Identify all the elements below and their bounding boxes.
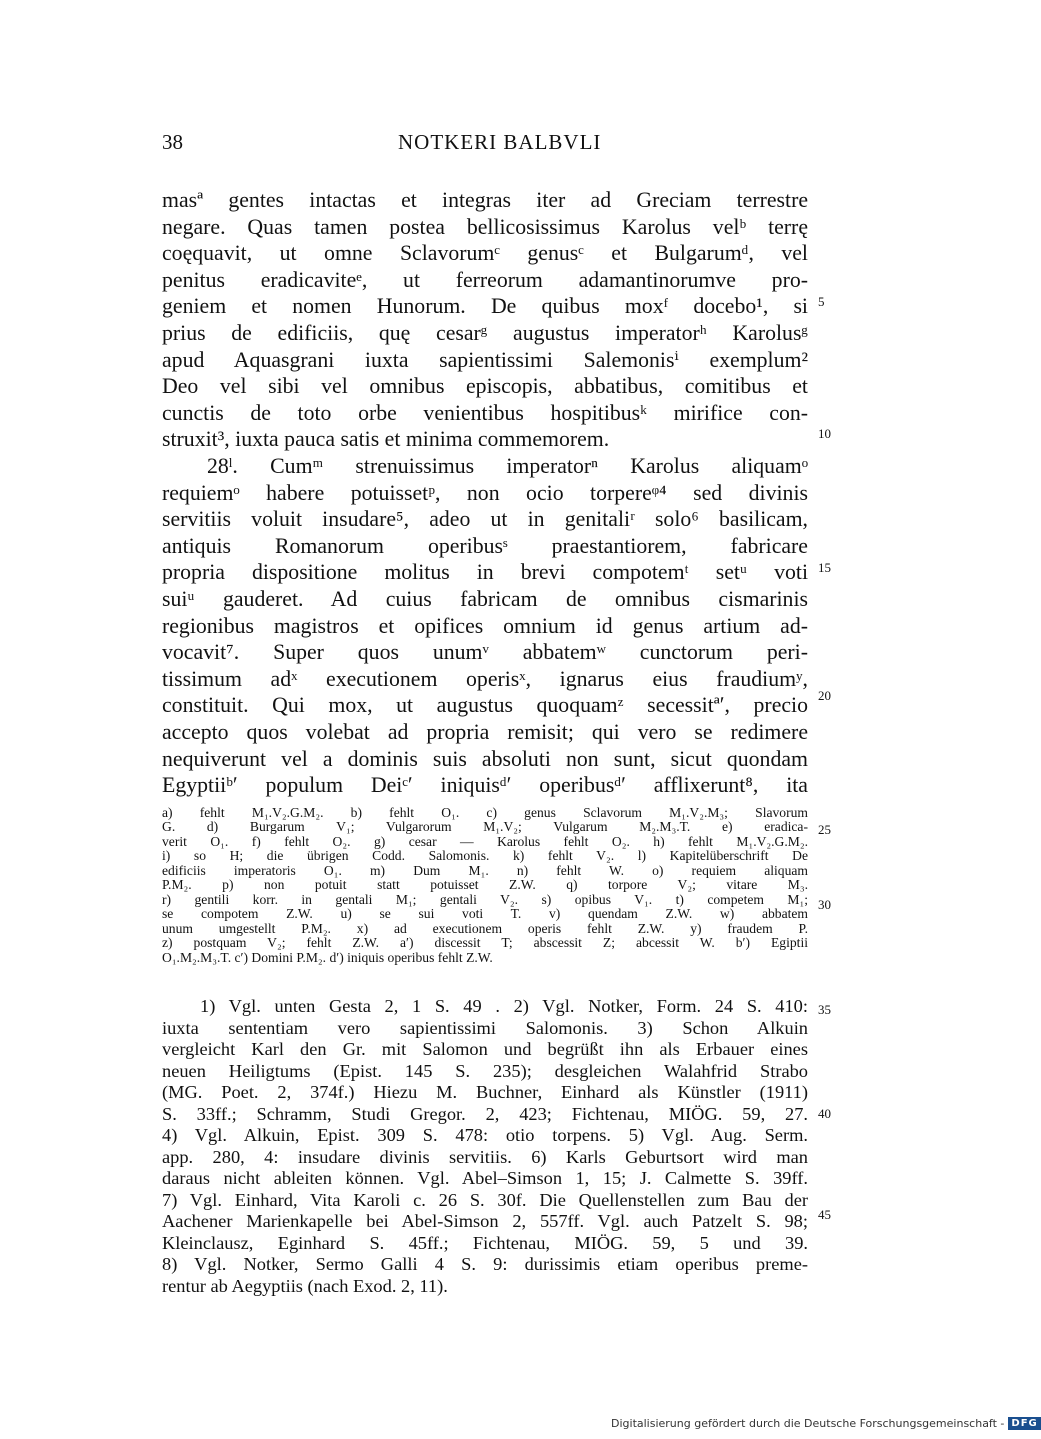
apparatus-line: unum umgestellt P.M₂. x) ad executionem operis fehlt Z.W. y) fraudem P. <box>162 920 808 936</box>
commentary-line: app. 280, 4: insudare divinis servitiis. 6) Karls Geburtsort wird man <box>162 1146 808 1167</box>
main-text <box>162 187 808 453</box>
commentary-line: vergleicht Karl den Gr. mit Salomon und begrüßt ihn als Erbauer eines <box>162 1039 808 1059</box>
main-line: prius de edificiis, quę cesarᵍ augustus imperatorʰ Karolusᵍ <box>162 320 808 345</box>
apparatus-line: r) gentili korr. in gentali M₁; gentali V₂. s) opibus V₁. t) competem M₁; <box>162 891 808 907</box>
apparatus-line: i) so H; die übrigen Codd. Salomonis. k) fehlt V₂. l) Kapitelüberschrift De <box>162 848 808 864</box>
margin-line-number: 10 <box>818 426 831 441</box>
margin-line-number: 25 <box>818 822 831 837</box>
apparatus-line: z) postquam V₂; fehlt Z.W. a′) discessit T; abscessit Z; abcessit W. b′) Egiptii <box>162 935 808 951</box>
digitization-footer <box>611 1417 1041 1430</box>
commentary-line: 7) Vgl. Einhard, Vita Karoli c. 26 S. 30f. Die Quellenstellen zum Bau der <box>162 1189 808 1210</box>
apparatus-line: edificiis imperatoris O₁. m) Dum M₁. n) fehlt W. o) requiem aliquam <box>162 862 808 878</box>
main-line: vocavit⁷. Super quos unumᵛ abbatemʷ cunctorum peri- <box>162 640 808 665</box>
commentary-line: neuen Heiligtums (Epist. 145 S. 235); desgleichen Walahfrid Strabo <box>162 1060 808 1081</box>
margin-line-number: 45 <box>818 1207 831 1222</box>
main-line: masª gentes intactas et integras iter ad Greciam terrestre <box>162 188 808 212</box>
chapter-28 <box>162 453 808 799</box>
apparatus-line: P.M₂. p) non potuit statt potuisset Z.W. q) torpore V₂; vitare M₃. <box>162 877 808 893</box>
main-line: accepto quos volebat ad propria remisit; qui vero se redimere <box>162 719 808 744</box>
main-line: 28ˡ. Cumᵐ strenuissimus imperatorⁿ Karolus aliquamᵒ <box>207 454 808 478</box>
apparatus-line: G. d) Burgarum V₁; Vulgarorum M₁.V₂; Vulgarum M₂.M₃.T. e) eradica- <box>162 819 808 835</box>
page-number: 38 <box>162 130 183 154</box>
commentary-line: 4) Vgl. Alkuin, Epist. 309 S. 478: otio torpens. 5) Vgl. Aug. Serm. <box>162 1125 808 1145</box>
main-line: constituit. Qui mox, ut augustus quoquamᶻ secessitªʹ, precio <box>162 693 808 718</box>
commentary-line: Aachener Marienkapelle bei Abel-Simson 2, 557ff. Vgl. auch Patzelt S. 98; <box>162 1211 808 1231</box>
main-line: cunctis de toto orbe venientibus hospitibusᵏ mirifice con- <box>162 400 808 425</box>
commentary-line: daraus nicht ableiten können. Vgl. Abel–Simson 1, 15; J. Calmette S. 39ff. <box>162 1168 808 1188</box>
dfg-logo: DFG <box>1008 1417 1040 1430</box>
main-line: negare. Quas tamen postea bellicosissimus Karolus velᵇ terrę <box>162 214 808 239</box>
main-line: nequiverunt vel a dominis suis absoluti non sunt, sicut quondam <box>162 746 808 771</box>
commentary-line: 1) Vgl. unten Gesta 2, 1 S. 49 . 2) Vgl. Notker, Form. 24 S. 410: <box>200 996 808 1016</box>
running-title: NOTKERI BALBVLI <box>398 130 602 154</box>
apparatus-line: a) fehlt M₁.V₂.G.M₂. b) fehlt O₁. c) genus Sclavorum M₁.V₂.M₃; Slavorum <box>162 805 808 820</box>
main-line: antiquis Romanorum operibusˢ praestantiorem, fabricare <box>162 533 808 558</box>
main-line: suiᵘ gauderet. Ad cuius fabricam de omnibus cismarinis <box>162 586 808 611</box>
main-line: penitus eradicaviteᵉ, ut ferreorum adamantinorumve pro- <box>162 267 808 292</box>
main-line: requiemᵒ habere potuissetᵖ, non ocio torpereᵠ⁴ sed divinis <box>162 480 808 505</box>
footer-text: Digitalisierung gefördert durch die Deutsche Forschungsgemeinschaft - <box>611 1417 1005 1430</box>
critical-apparatus <box>162 806 808 965</box>
main-line: apud Aquasgrani iuxta sapientissimi Salemonisⁱ exemplum² <box>162 347 808 372</box>
commentary-line: rentur ab Aegyptiis (nach Exod. 2, 11). <box>162 1275 448 1296</box>
main-line: geniem et nomen Hunorum. De quibus moxᶠ docebo¹, si <box>162 294 808 319</box>
commentary-line: iuxta sententiam vero sapientissimi Salomonis. 3) Schon Alkuin <box>162 1017 808 1038</box>
main-line: Deo vel sibi vel omnibus episcopis, abbatibus, comitibus et <box>162 374 808 399</box>
main-line: struxit³, iuxta pauca satis et minima commemorem. <box>162 427 610 452</box>
commentary-line: (MG. Poet. 2, 374f.) Hiezu M. Buchner, Einhard als Künstler (1911) <box>162 1082 808 1102</box>
apparatus-line: verit O₁. f) fehlt O₂. g) cesar — Karolus fehlt O₂. h) fehlt M₁.V₂.G.M₂. <box>162 833 808 849</box>
main-line: tissimum adˣ executionem operisˣ, ignarus eius fraudiumʸ, <box>162 666 808 691</box>
margin-line-number: 15 <box>818 560 831 575</box>
margin-line-number: 5 <box>818 294 825 309</box>
margin-line-number: 20 <box>818 688 831 703</box>
apparatus-line: O₁.M₂.M₃.T. c′) Domini P.M₂. d′) iniquis operibus fehlt Z.W. <box>162 949 493 965</box>
main-line: coęquavit, ut omne Sclavorumᶜ genusᶜ et Bulgarumᵈ, vel <box>162 241 808 266</box>
margin-line-number: 40 <box>818 1106 831 1121</box>
main-line: regionibus magistros et opifices omnium id genus artium ad- <box>162 613 808 638</box>
margin-line-number: 30 <box>818 897 831 912</box>
main-line: Egyptiiᵇʹ populum Deiᶜʹ iniquisᵈʹ operibusᵈʹ afflixerunt⁸, ita <box>162 773 808 798</box>
commentary-line: 8) Vgl. Notker, Sermo Galli 4 S. 9: durissimis etiam operibus preme- <box>162 1254 808 1274</box>
commentary-line: S. 33ff.; Schramm, Studi Gregor. 2, 423; Fichtenau, MIÖG. 59, 27. <box>162 1103 808 1124</box>
commentary-line: Kleinclausz, Eginhard S. 45ff.; Fichtenau, MIÖG. 59, 5 und 39. <box>162 1232 808 1253</box>
main-line: servitiis voluit insudare⁵, adeo ut in genitaliʳ solo⁶ basilicam, <box>162 507 808 532</box>
margin-line-number: 35 <box>818 1002 831 1017</box>
main-line: propria dispositione molitus in brevi compotemᵗ setᵘ voti <box>162 560 808 585</box>
commentary-notes <box>162 996 808 1297</box>
apparatus-line: se compotem Z.W. u) se sui voti T. v) quendam Z.W. w) abbatem <box>162 906 808 922</box>
